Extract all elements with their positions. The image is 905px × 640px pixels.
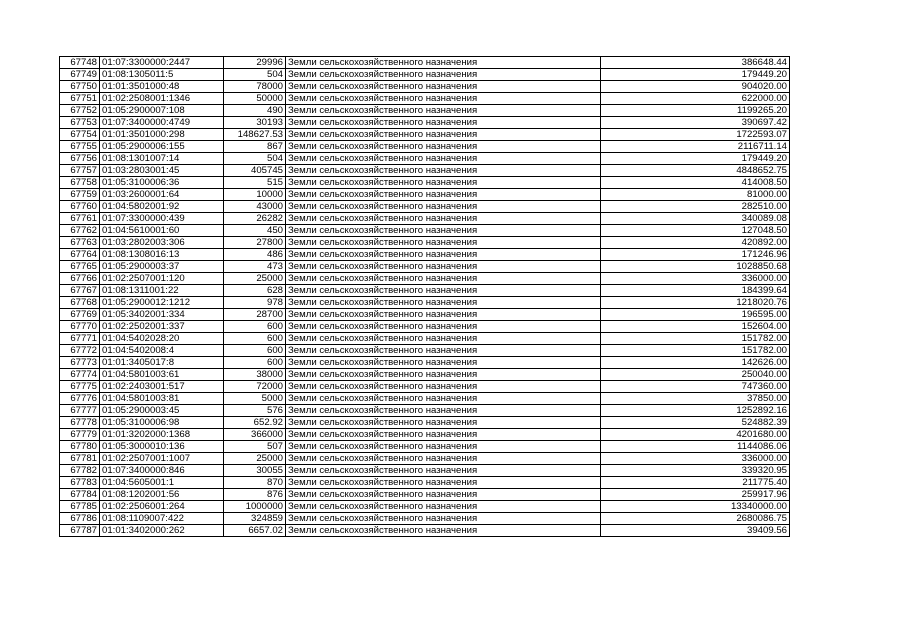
cadastral-number-cell: 01:05:2900003:45 [100,405,224,417]
land-category-cell: Земли сельскохозяйственного назначения [286,477,601,489]
cadastral-number-cell: 01:01:3501000:48 [100,81,224,93]
cadastral-value-cell: 1218020.76 [601,297,790,309]
area-cell: 515 [224,177,286,189]
area-cell: 490 [224,105,286,117]
cadastral-number-cell: 01:08:1301007:14 [100,153,224,165]
cadastral-value-cell: 336000.00 [601,273,790,285]
table-row [60,465,790,477]
cadastral-number-cell: 01:01:3501000:298 [100,129,224,141]
cadastral-value-cell: 211775.40 [601,477,790,489]
row-number-cell: 67781 [60,453,100,465]
cadastral-value-cell: 1252892.16 [601,405,790,417]
area-cell: 486 [224,249,286,261]
table-row [60,525,790,537]
row-number-cell: 67780 [60,441,100,453]
table-row [60,129,790,141]
cadastral-value-cell: 1028850.68 [601,261,790,273]
area-cell: 600 [224,333,286,345]
row-number-cell: 67777 [60,405,100,417]
table-row [60,417,790,429]
land-category-cell: Земли сельскохозяйственного назначения [286,153,601,165]
cadastral-number-cell: 01:07:3400000:4749 [100,117,224,129]
row-number-cell: 67768 [60,297,100,309]
land-category-cell: Земли сельскохозяйственного назначения [286,141,601,153]
cadastral-number-cell: 01:04:5801003:61 [100,369,224,381]
cadastral-value-cell: 622000.00 [601,93,790,105]
cadastral-value-cell: 151782.00 [601,345,790,357]
cadastral-value-cell: 1144086.06 [601,441,790,453]
table-row [60,165,790,177]
area-cell: 30193 [224,117,286,129]
cadastral-value-cell: 282510.00 [601,201,790,213]
row-number-cell: 67753 [60,117,100,129]
cadastral-number-cell: 01:02:2403001:517 [100,381,224,393]
land-category-cell: Земли сельскохозяйственного назначения [286,405,601,417]
area-cell: 28700 [224,309,286,321]
area-cell: 870 [224,477,286,489]
cadastral-value-cell: 184399.64 [601,285,790,297]
land-category-cell: Земли сельскохозяйственного назначения [286,249,601,261]
cadastral-number-cell: 01:05:3100006:98 [100,417,224,429]
cadastral-value-cell: 39409.56 [601,525,790,537]
row-number-cell: 67776 [60,393,100,405]
row-number-cell: 67771 [60,333,100,345]
cadastral-value-cell: 37850.00 [601,393,790,405]
row-number-cell: 67787 [60,525,100,537]
cadastral-number-cell: 01:03:2802003:306 [100,237,224,249]
row-number-cell: 67750 [60,81,100,93]
area-cell: 50000 [224,93,286,105]
land-category-cell: Земли сельскохозяйственного назначения [286,333,601,345]
land-category-cell: Земли сельскохозяйственного назначения [286,81,601,93]
land-category-cell: Земли сельскохозяйственного назначения [286,429,601,441]
row-number-cell: 67770 [60,321,100,333]
cadastral-number-cell: 01:04:5802001:92 [100,201,224,213]
table-row [60,105,790,117]
land-category-cell: Земли сельскохозяйственного назначения [286,129,601,141]
cadastral-number-cell: 01:02:2502001:337 [100,321,224,333]
area-cell: 25000 [224,273,286,285]
table-row [60,237,790,249]
land-category-cell: Земли сельскохозяйственного назначения [286,69,601,81]
area-cell: 473 [224,261,286,273]
cadastral-value-cell: 142626.00 [601,357,790,369]
land-category-cell: Земли сельскохозяйственного назначения [286,105,601,117]
cadastral-number-cell: 01:05:2900006:155 [100,141,224,153]
cadastral-number-cell: 01:02:2506001:264 [100,501,224,513]
area-cell: 600 [224,345,286,357]
cadastral-number-cell: 01:05:2900007:108 [100,105,224,117]
table-row [60,69,790,81]
table-row [60,189,790,201]
area-cell: 10000 [224,189,286,201]
land-category-cell: Земли сельскохозяйственного назначения [286,297,601,309]
cadastral-value-cell: 524882.39 [601,417,790,429]
cadastral-value-cell: 340089.08 [601,213,790,225]
cadastral-number-cell: 01:07:3300000:2447 [100,57,224,69]
area-cell: 507 [224,441,286,453]
area-cell: 504 [224,153,286,165]
area-cell: 5000 [224,393,286,405]
cadastral-number-cell: 01:04:5402028:20 [100,333,224,345]
row-number-cell: 67749 [60,69,100,81]
area-cell: 405745 [224,165,286,177]
land-category-cell: Земли сельскохозяйственного назначения [286,213,601,225]
row-number-cell: 67751 [60,93,100,105]
table-row [60,249,790,261]
row-number-cell: 67762 [60,225,100,237]
cadastral-number-cell: 01:04:5402008:4 [100,345,224,357]
area-cell: 600 [224,321,286,333]
row-number-cell: 67769 [60,309,100,321]
row-number-cell: 67783 [60,477,100,489]
land-category-cell: Земли сельскохозяйственного назначения [286,501,601,513]
table-row [60,333,790,345]
land-category-cell: Земли сельскохозяйственного назначения [286,393,601,405]
table-row [60,381,790,393]
cadastral-value-cell: 13340000.00 [601,501,790,513]
table-row [60,81,790,93]
cadastral-value-cell: 747360.00 [601,381,790,393]
row-number-cell: 67782 [60,465,100,477]
area-cell: 6657.02 [224,525,286,537]
land-plots-table [59,56,790,537]
area-cell: 366000 [224,429,286,441]
table-row [60,93,790,105]
row-number-cell: 67754 [60,129,100,141]
area-cell: 29996 [224,57,286,69]
cadastral-number-cell: 01:08:1308016:13 [100,249,224,261]
table-row [60,489,790,501]
land-category-cell: Земли сельскохозяйственного назначения [286,189,601,201]
cadastral-number-cell: 01:01:3405017:8 [100,357,224,369]
cadastral-number-cell: 01:08:1202001:56 [100,489,224,501]
table-row [60,225,790,237]
row-number-cell: 67765 [60,261,100,273]
row-number-cell: 67761 [60,213,100,225]
row-number-cell: 67764 [60,249,100,261]
area-cell: 600 [224,357,286,369]
land-category-cell: Земли сельскохозяйственного назначения [286,441,601,453]
table-row [60,117,790,129]
cadastral-number-cell: 01:05:2900003:37 [100,261,224,273]
cadastral-number-cell: 01:08:1305011:5 [100,69,224,81]
table-row [60,201,790,213]
cadastral-value-cell: 250040.00 [601,369,790,381]
area-cell: 652.92 [224,417,286,429]
table-row [60,285,790,297]
table-row [60,153,790,165]
area-cell: 450 [224,225,286,237]
area-cell: 867 [224,141,286,153]
cadastral-number-cell: 01:03:2803001:45 [100,165,224,177]
area-cell: 25000 [224,453,286,465]
table-row [60,309,790,321]
cadastral-number-cell: 01:02:2507001:1007 [100,453,224,465]
table-row [60,441,790,453]
area-cell: 30055 [224,465,286,477]
area-cell: 72000 [224,381,286,393]
cadastral-number-cell: 01:07:3400000:846 [100,465,224,477]
row-number-cell: 67758 [60,177,100,189]
land-category-cell: Земли сельскохозяйственного назначения [286,453,601,465]
cadastral-value-cell: 196595.00 [601,309,790,321]
row-number-cell: 67775 [60,381,100,393]
table-body [60,57,790,537]
area-cell: 628 [224,285,286,297]
area-cell: 78000 [224,81,286,93]
row-number-cell: 67784 [60,489,100,501]
row-number-cell: 67763 [60,237,100,249]
table-row [60,321,790,333]
cadastral-number-cell: 01:01:3202000:1368 [100,429,224,441]
row-number-cell: 67773 [60,357,100,369]
table-row [60,393,790,405]
cadastral-value-cell: 390697.42 [601,117,790,129]
land-category-cell: Земли сельскохозяйственного назначения [286,225,601,237]
cadastral-value-cell: 127048.50 [601,225,790,237]
land-category-cell: Земли сельскохозяйственного назначения [286,177,601,189]
land-category-cell: Земли сельскохозяйственного назначения [286,465,601,477]
land-category-cell: Земли сельскохозяйственного назначения [286,369,601,381]
table-row [60,57,790,69]
area-cell: 38000 [224,369,286,381]
table-row [60,177,790,189]
table-row [60,453,790,465]
land-category-cell: Земли сельскохозяйственного назначения [286,117,601,129]
land-category-cell: Земли сельскохозяйственного назначения [286,489,601,501]
cadastral-value-cell: 386648.44 [601,57,790,69]
cadastral-number-cell: 01:04:5801003:81 [100,393,224,405]
area-cell: 27800 [224,237,286,249]
row-number-cell: 67755 [60,141,100,153]
land-category-cell: Земли сельскохозяйственного назначения [286,93,601,105]
land-category-cell: Земли сельскохозяйственного назначения [286,321,601,333]
row-number-cell: 67774 [60,369,100,381]
table-row [60,501,790,513]
table-row [60,141,790,153]
table-row [60,369,790,381]
cadastral-number-cell: 01:05:3402001:334 [100,309,224,321]
row-number-cell: 67767 [60,285,100,297]
land-category-cell: Земли сельскохозяйственного назначения [286,417,601,429]
area-cell: 1000000 [224,501,286,513]
cadastral-value-cell: 2680086.75 [601,513,790,525]
area-cell: 148627.53 [224,129,286,141]
cadastral-value-cell: 4201680.00 [601,429,790,441]
area-cell: 876 [224,489,286,501]
cadastral-number-cell: 01:02:2507001:120 [100,273,224,285]
area-cell: 324859 [224,513,286,525]
table-row [60,213,790,225]
cadastral-value-cell: 4848652.75 [601,165,790,177]
land-category-cell: Земли сельскохозяйственного назначения [286,273,601,285]
row-number-cell: 67786 [60,513,100,525]
table-row [60,297,790,309]
land-category-cell: Земли сельскохозяйственного назначения [286,309,601,321]
cadastral-value-cell: 259917.96 [601,489,790,501]
cadastral-number-cell: 01:03:2600001:64 [100,189,224,201]
row-number-cell: 67756 [60,153,100,165]
table-row [60,357,790,369]
cadastral-value-cell: 2116711.14 [601,141,790,153]
land-category-cell: Земли сельскохозяйственного назначения [286,525,601,537]
cadastral-number-cell: 01:05:3100006:36 [100,177,224,189]
cadastral-number-cell: 01:01:3402000:262 [100,525,224,537]
land-category-cell: Земли сельскохозяйственного назначения [286,261,601,273]
land-category-cell: Земли сельскохозяйственного назначения [286,345,601,357]
row-number-cell: 67757 [60,165,100,177]
cadastral-value-cell: 904020.00 [601,81,790,93]
cadastral-number-cell: 01:04:5605001:1 [100,477,224,489]
table-row [60,429,790,441]
land-category-cell: Земли сельскохозяйственного назначения [286,285,601,297]
cadastral-value-cell: 152604.00 [601,321,790,333]
cadastral-number-cell: 01:05:2900012:1212 [100,297,224,309]
land-category-cell: Земли сельскохозяйственного назначения [286,381,601,393]
cadastral-number-cell: 01:08:1109007:422 [100,513,224,525]
row-number-cell: 67752 [60,105,100,117]
row-number-cell: 67760 [60,201,100,213]
table-row [60,477,790,489]
cadastral-value-cell: 1722593.07 [601,129,790,141]
row-number-cell: 67772 [60,345,100,357]
row-number-cell: 67779 [60,429,100,441]
land-category-cell: Земли сельскохозяйственного назначения [286,57,601,69]
cadastral-number-cell: 01:08:1311001:22 [100,285,224,297]
cadastral-value-cell: 339320.95 [601,465,790,477]
row-number-cell: 67778 [60,417,100,429]
area-cell: 43000 [224,201,286,213]
cadastral-value-cell: 1199265.20 [601,105,790,117]
area-cell: 978 [224,297,286,309]
table-row [60,261,790,273]
cadastral-number-cell: 01:05:3000010:136 [100,441,224,453]
cadastral-value-cell: 179449.20 [601,153,790,165]
cadastral-value-cell: 336000.00 [601,453,790,465]
row-number-cell: 67785 [60,501,100,513]
cadastral-number-cell: 01:02:2508001:1346 [100,93,224,105]
area-cell: 26282 [224,213,286,225]
cadastral-value-cell: 171246.96 [601,249,790,261]
cadastral-value-cell: 81000.00 [601,189,790,201]
land-category-cell: Земли сельскохозяйственного назначения [286,237,601,249]
land-category-cell: Земли сельскохозяйственного назначения [286,513,601,525]
area-cell: 576 [224,405,286,417]
cadastral-value-cell: 151782.00 [601,333,790,345]
cadastral-value-cell: 420892.00 [601,237,790,249]
land-category-cell: Земли сельскохозяйственного назначения [286,165,601,177]
area-cell: 504 [224,69,286,81]
land-category-cell: Земли сельскохозяйственного назначения [286,357,601,369]
table-row [60,345,790,357]
cadastral-value-cell: 414008.50 [601,177,790,189]
row-number-cell: 67748 [60,57,100,69]
row-number-cell: 67766 [60,273,100,285]
table-row [60,513,790,525]
land-category-cell: Земли сельскохозяйственного назначения [286,201,601,213]
cadastral-number-cell: 01:07:3300000:439 [100,213,224,225]
cadastral-value-cell: 179449.20 [601,69,790,81]
cadastral-number-cell: 01:04:5610001:60 [100,225,224,237]
row-number-cell: 67759 [60,189,100,201]
table-row [60,405,790,417]
table-row [60,273,790,285]
